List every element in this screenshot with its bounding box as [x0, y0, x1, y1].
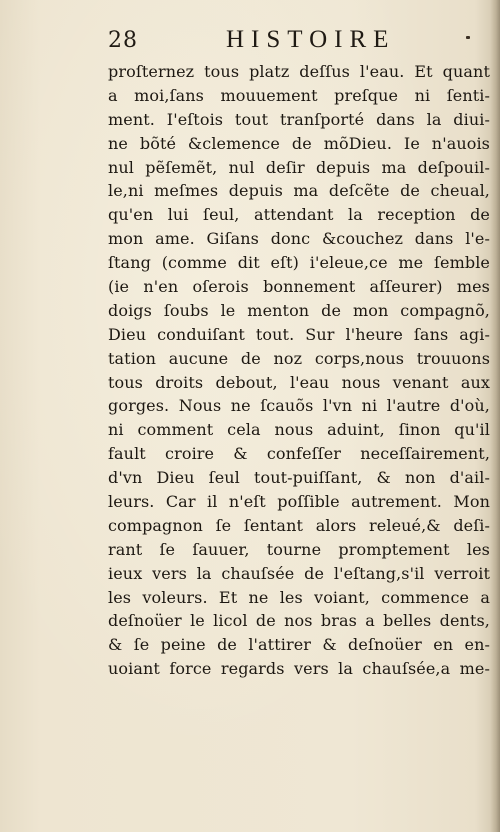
text-line: ment. I'eſtois tout tranſporté dans la diui- [108, 109, 490, 129]
page-header [108, 24, 488, 58]
text-line: tation aucune de noz corps,nous trouuons [108, 348, 490, 368]
text-line: Dieu conduiſant tout. Sur l'heure ſans agi- [108, 324, 490, 344]
text-line: (ie n'en oſerois bonnement aſſeurer) mes [108, 277, 490, 297]
text-line: deſnoüer le licol de nos bras a belles dents, [108, 611, 490, 631]
text-line: tous droits debout, l'eau nous venant aux [108, 372, 490, 392]
text-line: doigs ſoubs le menton de mon compagnõ, [108, 300, 490, 320]
text-line: ieux vers la chauſsée de l'eſtang,s'il verroit [108, 563, 490, 583]
text-line: gorges. Nous ne ſcauõs l'vn ni l'autre d'où, [108, 396, 490, 416]
text-line: proſternez tous platz deſſus l'eau. Et quant [108, 62, 490, 81]
text-line: uoiant force regards vers la chauſsée,a me- [108, 659, 490, 679]
body-text [108, 60, 490, 681]
text-line: qu'en lui ſeul, attendant la reception de [108, 205, 490, 225]
text-line: les voleurs. Et ne les voiant, commence a [108, 587, 490, 607]
text-line: le,ni meſmes depuis ma deſcẽte de cheual, [108, 181, 490, 201]
text-line: mon ame. Giſans donc &couchez dans l'e- [108, 229, 490, 249]
text-line: ne bõté &clemence de mõDieu. Ie n'auois [108, 133, 490, 153]
text-line: nul pẽſemẽt, nul deſir depuis ma deſpouil- [108, 157, 490, 177]
text-line: ſtang (comme dit eſt) i'eleue,ce me ſemble [108, 253, 490, 273]
page-number: 28 [108, 28, 138, 53]
text-line: ni comment cela nous aduint, ſinon qu'il [108, 420, 490, 440]
text-line: rant ſe ſauuer, tourne promptement les [108, 539, 490, 559]
text-line: d'vn Dieu ſeul tout-puiſſant, & non d'ail- [108, 468, 490, 488]
running-head: HISTOIRE [226, 26, 396, 53]
text-line: fault croire & confeſſer neceſſairement, [108, 444, 490, 464]
text-line: & ſe peine de l'attirer & deſnoüer en en- [108, 635, 490, 655]
text-line: leurs. Car il n'eſt poſſible autrement. Mon [108, 492, 490, 512]
text-line: compagnon ſe ſentant alors releué,& deſi- [108, 515, 490, 535]
text-line: a moi,ſans mouuement preſque ni ſenti- [108, 85, 490, 105]
page-edge-shadow [490, 0, 500, 832]
